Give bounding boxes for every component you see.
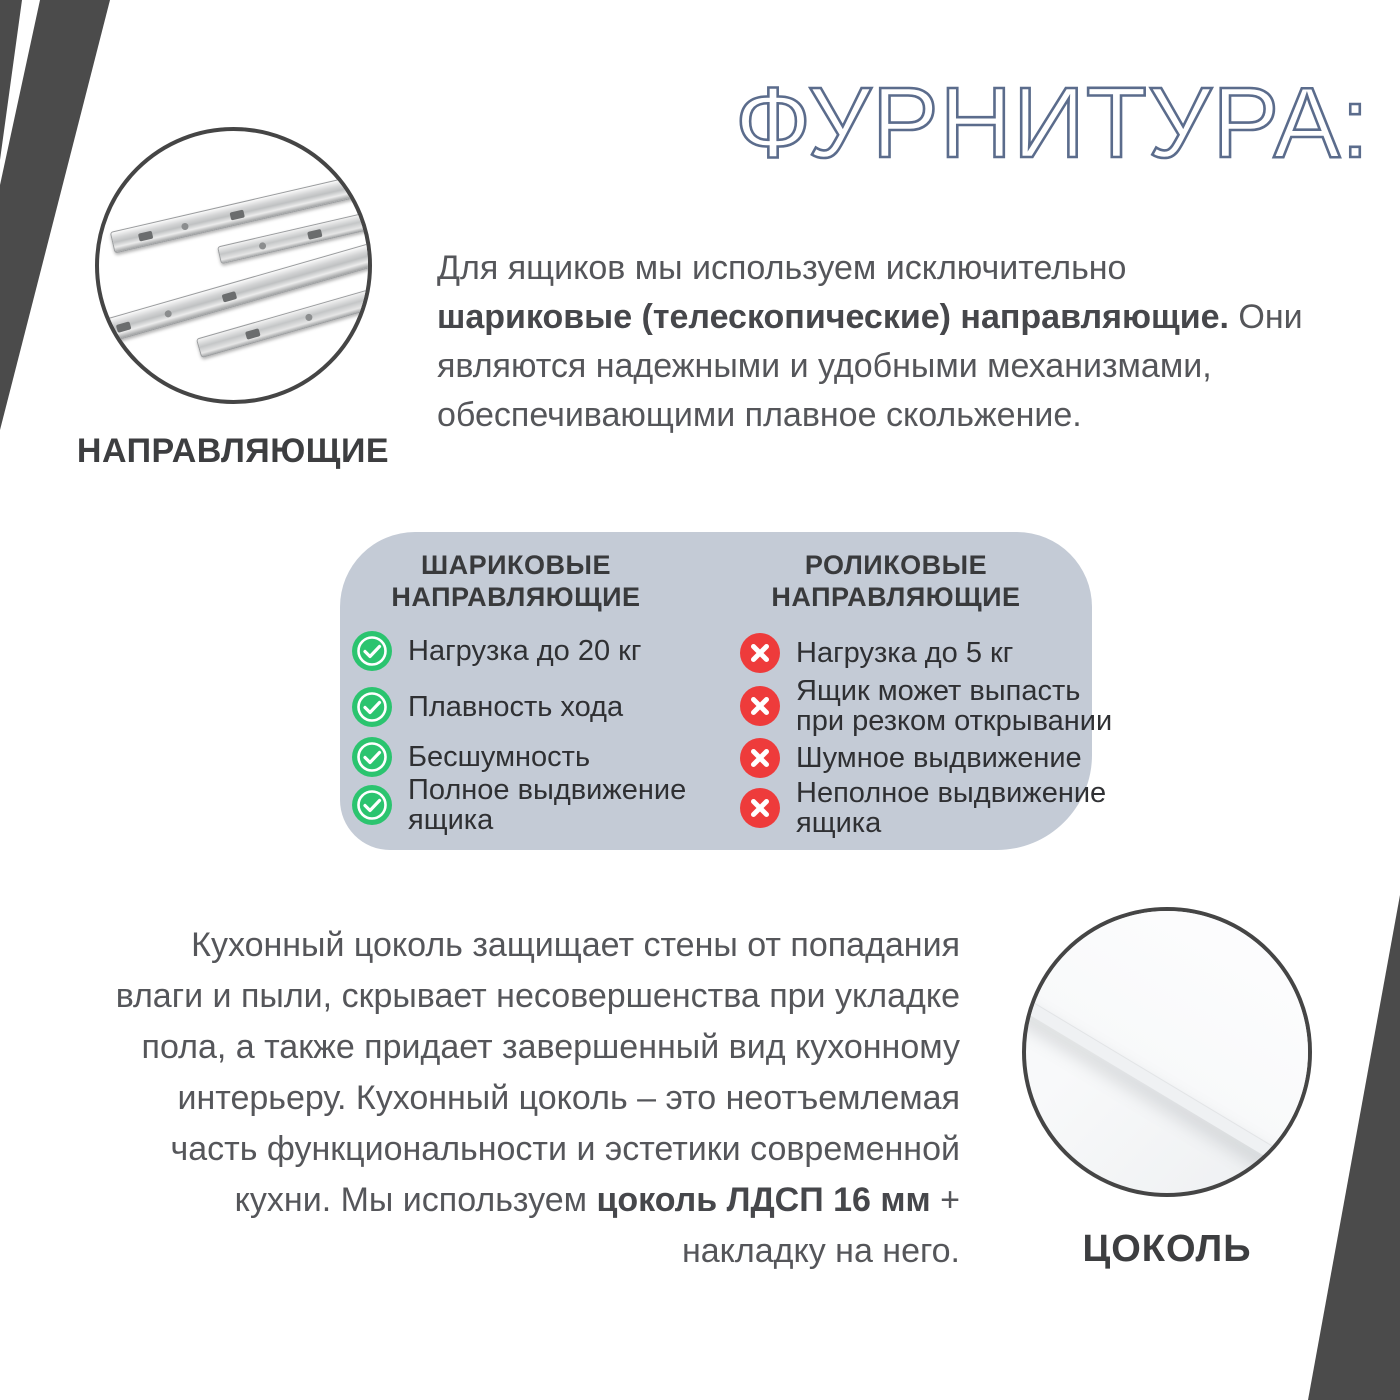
column-header-line: НАПРАВЛЯЮЩИЕ <box>391 582 641 612</box>
item-label: Нагрузка до 20 кг <box>408 635 642 667</box>
rail-hole <box>258 242 266 250</box>
plinth-line: Кухонный цоколь защищает стены от попадания <box>191 926 960 964</box>
rail-slot <box>222 291 238 303</box>
item-label: Бесшумность <box>408 741 591 773</box>
ball-slides-column-header <box>366 549 666 613</box>
intro-line: обеспечивающими плавное скольжение. <box>437 396 1082 434</box>
roller-slides-column-header <box>746 549 1046 613</box>
check-icon <box>352 631 392 671</box>
item-label: Плавность хода <box>408 691 624 723</box>
plinth-text: кухни. Мы используем <box>234 1181 597 1219</box>
rails-caption: НАПРАВЛЯЮЩИЕ <box>76 432 390 470</box>
list-item <box>352 631 641 671</box>
rail-slot <box>307 229 322 240</box>
top-left-wedge-sliver <box>0 0 22 160</box>
rail-hole <box>181 222 189 230</box>
check-icon <box>352 687 392 727</box>
plinth-line: накладку на него. <box>681 1232 960 1270</box>
column-header-line: НАПРАВЛЯЮЩИЕ <box>771 582 1021 612</box>
item-label: Ящик может выпасть <box>796 675 1081 707</box>
rail-slot <box>245 328 261 340</box>
column-header-line: ШАРИКОВЫЕ <box>421 550 611 580</box>
cross-icon <box>740 633 780 673</box>
top-left-wedge <box>0 0 110 430</box>
plinth-paragraph <box>60 920 960 1277</box>
list-item <box>352 737 590 777</box>
bottom-right-wedge <box>1308 895 1400 1400</box>
list-item <box>740 778 1106 838</box>
cross-icon <box>740 686 780 726</box>
item-label: при резком открывании <box>796 705 1113 737</box>
plinth-photo <box>1022 907 1312 1197</box>
list-item <box>740 633 1013 673</box>
drawer-slides-photo <box>95 127 372 404</box>
intro-line: являются надежными и удобными механизмами, <box>437 347 1212 385</box>
rail-hole <box>305 313 314 322</box>
item-label: ящика <box>408 804 494 836</box>
item-label: Шумное выдвижение <box>796 742 1082 774</box>
plinth-line: интерьеру. Кухонный цоколь – это неотъемлемая <box>177 1079 960 1117</box>
page-title: ФУРНИТУРА: <box>735 67 1370 179</box>
item-label: Неполное выдвижение <box>796 777 1107 809</box>
rail-slot <box>230 210 245 221</box>
column-header-line: РОЛИКОВЫЕ <box>804 550 988 580</box>
rail-hole <box>164 309 173 318</box>
plinth-line: часть функциональности и эстетики современной <box>170 1130 960 1168</box>
intro-line <box>437 293 1337 342</box>
plinth-line <box>60 1175 960 1226</box>
intro-paragraph <box>437 244 1337 440</box>
list-item <box>740 738 1082 778</box>
cross-icon <box>740 788 780 828</box>
plinth-caption: ЦОКОЛЬ <box>1082 1228 1252 1270</box>
list-item <box>352 687 623 727</box>
intro-text: Они <box>1228 298 1303 336</box>
item-label: Нагрузка до 5 кг <box>796 637 1014 669</box>
list-item <box>352 775 686 835</box>
check-icon <box>352 785 392 825</box>
item-label: ящика <box>796 807 882 839</box>
plinth-text: + <box>930 1181 960 1219</box>
plinth-line: пола, а также придает завершенный вид кухонному <box>141 1028 960 1066</box>
plinth-bold-text: цоколь ЛДСП 16 мм <box>596 1181 931 1219</box>
plinth-board <box>1022 907 1312 1197</box>
intro-bold-text: шариковые (телескопические) направляющие. <box>437 298 1229 336</box>
rail-slot <box>138 231 153 242</box>
plinth-line: влаги и пыли, скрывает несовершенства при укладке <box>115 977 960 1015</box>
check-icon <box>352 737 392 777</box>
list-item <box>740 676 1112 736</box>
rail-slot <box>116 321 132 333</box>
item-label: Полное выдвижение <box>408 774 687 806</box>
cross-icon <box>740 738 780 778</box>
intro-line: Для ящиков мы используем исключительно <box>437 249 1127 287</box>
